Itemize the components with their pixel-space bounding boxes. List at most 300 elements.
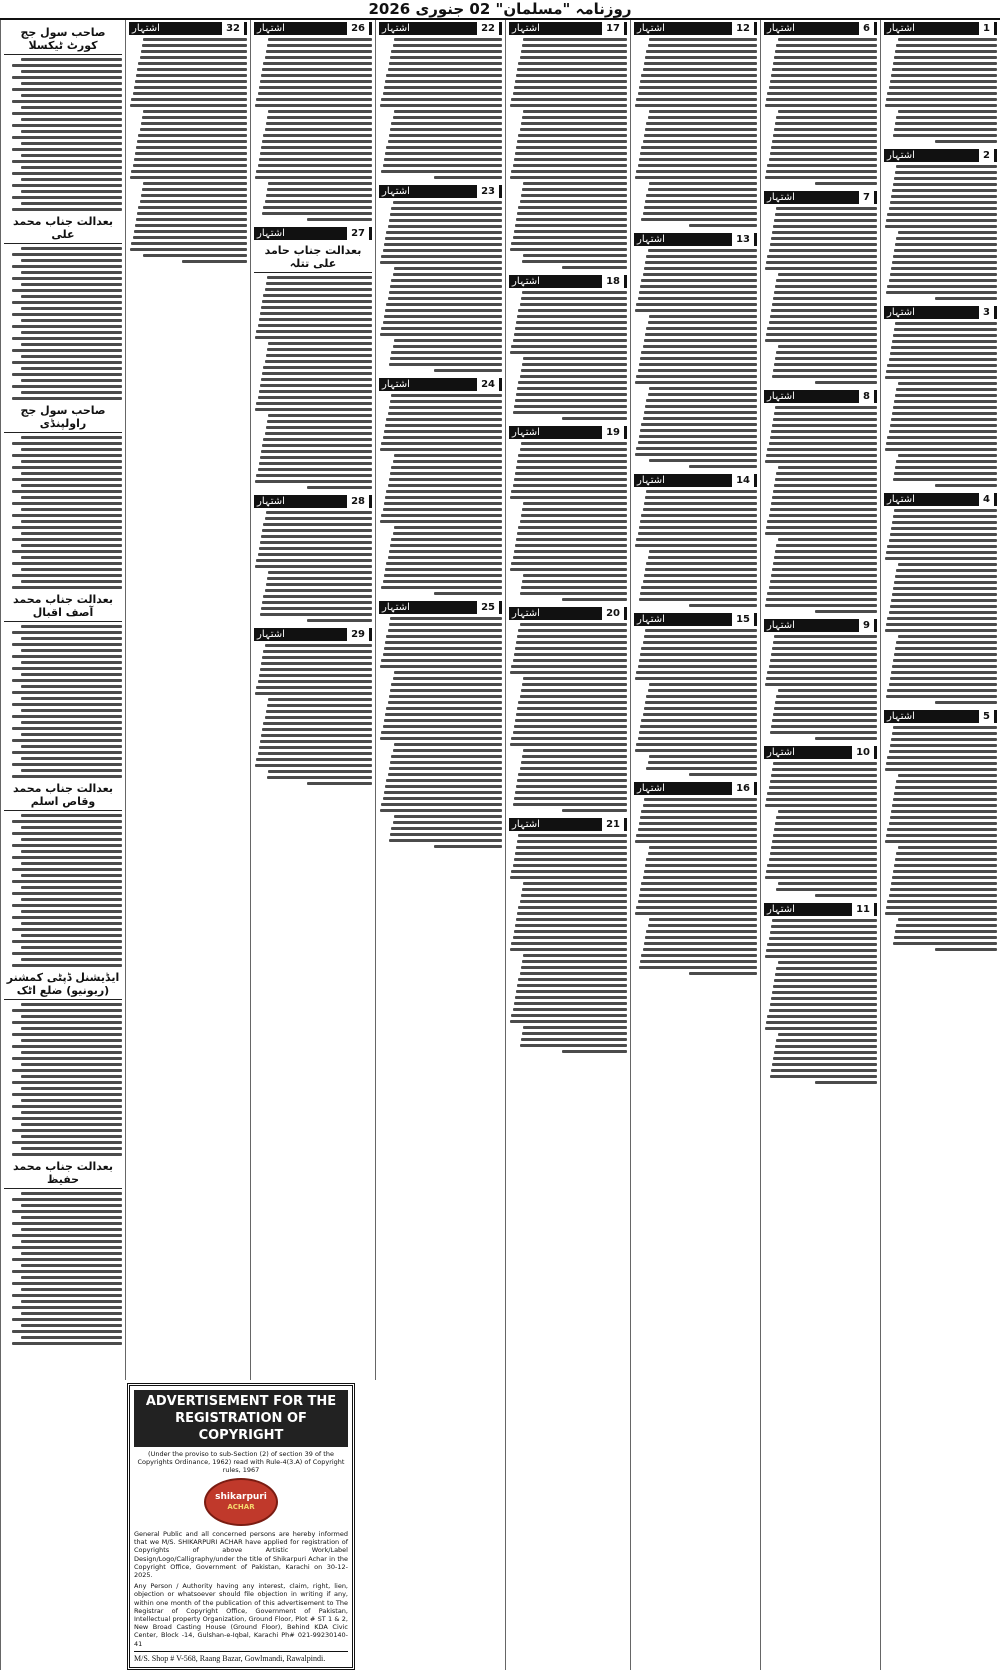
notice-item	[634, 233, 757, 468]
text-line	[268, 414, 372, 417]
text-line	[638, 164, 757, 167]
text-line	[894, 56, 997, 59]
text-line	[887, 756, 997, 759]
ad-body-1: General Public and all concerned persons are hereby informed that we M/S. SHIKARPURI ACHAR have applied for registration of Copyrights of above Artistic Work/Label Design/Logo/Calligraphy/under the title of Shikarpuri Achar in the Copyright Office, Government of Pakistan, Karachi on 30-12-2025.	[134, 1530, 348, 1580]
text-line	[268, 698, 372, 701]
text-line	[21, 1027, 122, 1030]
text-line	[256, 402, 372, 405]
text-line	[12, 643, 122, 646]
text-line	[765, 460, 877, 463]
text-line	[12, 313, 122, 316]
text-line	[12, 739, 122, 742]
text-line	[255, 176, 372, 179]
text-line	[639, 86, 757, 89]
text-line	[640, 653, 757, 656]
text-line	[266, 354, 372, 357]
text-line	[12, 550, 122, 553]
text-line	[513, 484, 627, 487]
text-line	[893, 406, 997, 409]
text-line	[898, 563, 997, 566]
text-line	[522, 888, 627, 891]
notice-label: اشتہار	[767, 904, 795, 915]
text-line	[517, 315, 627, 318]
notice-number: 32	[222, 22, 244, 35]
notice-item	[764, 746, 877, 897]
text-line	[562, 266, 627, 269]
text-line	[641, 218, 757, 221]
text-line	[12, 1210, 122, 1213]
text-line	[636, 170, 757, 173]
text-line	[649, 387, 757, 390]
text-line	[520, 448, 627, 451]
text-line	[641, 586, 757, 589]
text-line	[892, 876, 997, 879]
text-line	[263, 134, 372, 137]
notice-text	[509, 291, 627, 420]
text-line	[767, 943, 877, 946]
text-line	[21, 649, 122, 652]
text-line	[267, 577, 372, 580]
text-line	[261, 146, 372, 149]
text-line	[268, 571, 372, 574]
text-line	[511, 737, 627, 740]
text-line	[889, 430, 997, 433]
text-line	[21, 343, 122, 346]
text-line	[766, 949, 877, 952]
text-line	[773, 713, 877, 716]
text-line	[513, 1008, 627, 1011]
text-line	[773, 985, 877, 988]
text-line	[434, 845, 502, 848]
text-line	[887, 545, 997, 548]
text-line	[885, 912, 997, 915]
text-line	[648, 924, 757, 927]
text-line	[386, 635, 502, 638]
text-line	[513, 236, 627, 239]
notice-label: اشتہار	[512, 427, 540, 438]
text-line	[516, 74, 627, 77]
text-line	[640, 888, 757, 891]
text-line	[520, 695, 627, 698]
text-line	[381, 659, 502, 662]
text-line	[391, 351, 502, 354]
text-line	[771, 846, 877, 849]
text-line	[391, 122, 502, 125]
text-line	[389, 478, 502, 481]
text-line	[268, 770, 372, 773]
text-line	[774, 412, 877, 415]
text-line	[142, 116, 247, 119]
text-line	[21, 685, 122, 688]
text-line	[889, 611, 997, 614]
text-line	[21, 580, 122, 583]
text-line	[258, 396, 372, 399]
text-line	[896, 165, 997, 168]
column-c4	[505, 20, 630, 1670]
notice-text	[634, 629, 757, 776]
notice-number: 29	[347, 628, 369, 641]
text-line	[640, 429, 757, 432]
text-line	[389, 62, 502, 65]
text-line	[643, 508, 757, 511]
text-line	[262, 601, 372, 604]
text-line	[21, 934, 122, 937]
text-line	[386, 303, 502, 306]
text-line	[12, 679, 122, 682]
text-line	[381, 327, 502, 330]
text-line	[776, 44, 877, 47]
text-line	[393, 677, 502, 680]
notice-label: اشتہار	[637, 783, 665, 794]
text-line	[774, 363, 877, 366]
text-line	[894, 864, 997, 867]
text-line	[515, 80, 627, 83]
text-line	[258, 164, 372, 167]
text-line	[265, 716, 372, 719]
notice-label: اشتہار	[637, 614, 665, 625]
notice-text	[4, 814, 122, 967]
text-line	[898, 454, 997, 457]
text-line	[21, 295, 122, 298]
notice-number: 10	[852, 746, 874, 759]
text-line	[767, 520, 877, 523]
notice-text	[4, 247, 122, 400]
notice-header	[884, 306, 997, 319]
text-line	[775, 973, 877, 976]
text-line	[774, 219, 877, 222]
text-line	[689, 604, 757, 607]
text-line	[776, 695, 877, 698]
text-line	[141, 194, 247, 197]
text-line	[887, 689, 997, 692]
text-line	[639, 363, 757, 366]
text-line	[12, 952, 122, 955]
text-line	[520, 972, 627, 975]
text-line	[644, 62, 757, 65]
text-line	[893, 255, 997, 258]
text-line	[389, 767, 502, 770]
text-line	[770, 659, 877, 662]
notice-number: 16	[732, 782, 754, 795]
notice-text	[129, 38, 247, 263]
text-line	[890, 888, 997, 891]
text-line	[513, 731, 627, 734]
notice-label: اشتہار	[257, 496, 285, 507]
text-line	[391, 207, 502, 210]
text-line	[895, 50, 997, 53]
text-line	[774, 128, 877, 131]
text-line	[262, 656, 372, 659]
text-line	[394, 671, 502, 674]
text-line	[887, 828, 997, 831]
text-line	[772, 231, 877, 234]
text-line	[12, 526, 122, 529]
text-line	[261, 734, 372, 737]
text-line	[648, 393, 757, 396]
text-line	[260, 740, 372, 743]
text-line	[21, 946, 122, 949]
text-line	[689, 773, 757, 776]
text-line	[12, 751, 122, 754]
text-line	[896, 780, 997, 783]
text-line	[522, 291, 627, 294]
text-line	[21, 745, 122, 748]
notice-number: 7	[859, 191, 874, 204]
text-line	[517, 532, 627, 535]
notice-header	[884, 710, 997, 723]
text-line	[12, 562, 122, 565]
text-line	[766, 333, 877, 336]
text-line	[390, 400, 502, 403]
text-line	[770, 243, 877, 246]
text-line	[21, 1147, 122, 1150]
text-line	[767, 864, 877, 867]
text-line	[522, 580, 627, 583]
text-line	[894, 177, 997, 180]
notice-number: 23	[477, 185, 499, 198]
notice-header	[764, 746, 877, 759]
text-line	[769, 442, 877, 445]
text-line	[898, 110, 997, 113]
text-line	[771, 430, 877, 433]
text-line	[891, 346, 997, 349]
text-line	[515, 647, 627, 650]
text-line	[770, 731, 877, 734]
text-line	[885, 557, 997, 560]
text-line	[140, 56, 247, 59]
text-line	[21, 850, 122, 853]
text-line	[636, 98, 757, 101]
notice-label: اشتہار	[767, 620, 795, 631]
text-line	[513, 659, 627, 662]
text-line	[21, 82, 122, 85]
text-line	[12, 385, 122, 388]
text-line	[765, 176, 877, 179]
text-line	[765, 876, 877, 879]
text-line	[635, 381, 757, 384]
notice-label: اشتہار	[637, 475, 665, 486]
text-line	[516, 641, 627, 644]
text-line	[388, 556, 502, 559]
text-line	[892, 189, 997, 192]
text-line	[640, 592, 757, 595]
text-line	[894, 653, 997, 656]
text-line	[391, 50, 502, 53]
text-line	[775, 701, 877, 704]
ad-body-2: Any Person / Authority having any interest, claim, right, lien, objection or whatsoever should file objection in writing if any, within one month of the publication of this advertisement to The Registrar of Copyright Office, Government of Pakistan, Intellectual property Organization, Ground Floor, Plot # ST 1 & 2, New Broad Casting House (Ground Floor), Behind KDA Civic Center, Block -14, Gulshan-e-Iqbal, Karachi Ph# 021-99230140-41	[134, 1582, 348, 1648]
text-line	[263, 366, 372, 369]
text-line	[766, 98, 877, 101]
text-line	[643, 417, 757, 420]
notice-label: اشتہار	[637, 234, 665, 245]
text-line	[635, 912, 757, 915]
text-line	[890, 424, 997, 427]
text-line	[776, 116, 877, 119]
text-line	[516, 321, 627, 324]
text-line	[390, 689, 502, 692]
text-line	[641, 279, 757, 282]
text-line	[645, 405, 757, 408]
notice-number: 4	[979, 493, 994, 506]
text-line	[260, 384, 372, 387]
text-line	[643, 580, 757, 583]
text-line	[385, 641, 502, 644]
text-line	[517, 707, 627, 710]
text-line	[648, 556, 757, 559]
text-line	[770, 315, 877, 318]
text-line	[394, 526, 502, 529]
text-line	[635, 453, 757, 456]
text-line	[142, 44, 247, 47]
text-line	[892, 340, 997, 343]
text-line	[381, 170, 502, 173]
text-line	[523, 254, 627, 257]
text-line	[21, 1276, 122, 1279]
text-line	[523, 749, 627, 752]
text-line	[256, 170, 372, 173]
text-line	[773, 834, 877, 837]
text-line	[513, 92, 627, 95]
text-line	[21, 1228, 122, 1231]
text-line	[385, 152, 502, 155]
text-line	[515, 472, 627, 475]
text-line	[935, 297, 997, 300]
text-line	[635, 309, 757, 312]
text-line	[895, 647, 997, 650]
text-line	[12, 868, 122, 871]
text-line	[12, 820, 122, 823]
text-line	[894, 400, 997, 403]
text-line	[775, 1045, 877, 1048]
text-line	[393, 201, 502, 204]
text-line	[898, 635, 997, 638]
text-line	[255, 104, 372, 107]
text-line	[391, 538, 502, 541]
notice-item	[379, 22, 502, 179]
text-line	[21, 142, 122, 145]
text-line	[639, 158, 757, 161]
notice-text	[764, 919, 877, 1084]
text-line	[137, 140, 247, 143]
text-line	[258, 553, 372, 556]
column-c2	[760, 20, 880, 1670]
text-line	[12, 124, 122, 127]
text-line	[893, 659, 997, 662]
text-line	[891, 810, 997, 813]
text-line	[21, 1003, 122, 1006]
text-line	[689, 224, 757, 227]
text-line	[137, 68, 247, 71]
text-line	[644, 267, 757, 270]
text-line	[517, 984, 627, 987]
text-line	[889, 539, 997, 542]
notice-item	[884, 149, 997, 300]
text-line	[381, 586, 502, 589]
text-line	[765, 804, 877, 807]
text-line	[641, 74, 757, 77]
text-line	[775, 213, 877, 216]
text-line	[511, 170, 627, 173]
text-line	[12, 1141, 122, 1144]
text-line	[648, 116, 757, 119]
text-line	[889, 358, 997, 361]
text-line	[886, 762, 997, 765]
text-line	[640, 80, 757, 83]
text-line	[393, 749, 502, 752]
text-line	[390, 472, 502, 475]
text-line	[636, 538, 757, 541]
text-line	[12, 1069, 122, 1072]
text-line	[380, 809, 502, 812]
text-line	[391, 683, 502, 686]
text-line	[767, 671, 877, 674]
text-line	[815, 182, 877, 185]
text-line	[12, 1021, 122, 1024]
text-line	[307, 218, 372, 221]
text-line	[766, 1021, 877, 1024]
text-line	[774, 1051, 877, 1054]
text-line	[12, 1081, 122, 1084]
text-line	[515, 399, 627, 402]
text-line	[886, 834, 997, 837]
text-line	[21, 94, 122, 97]
text-line	[644, 798, 757, 801]
text-line	[641, 954, 757, 957]
text-line	[263, 523, 372, 526]
text-line	[510, 104, 627, 107]
text-line	[523, 110, 627, 113]
text-line	[21, 130, 122, 133]
text-line	[383, 164, 502, 167]
text-line	[21, 520, 122, 523]
text-line	[776, 816, 877, 819]
text-line	[21, 1087, 122, 1090]
text-line	[769, 321, 877, 324]
text-line	[771, 925, 877, 928]
notice-label: اشتہار	[257, 228, 285, 239]
text-line	[266, 511, 372, 514]
notice-number: 13	[732, 233, 754, 246]
column-c5	[375, 20, 505, 1380]
text-line	[770, 152, 877, 155]
text-line	[21, 1216, 122, 1219]
text-line	[886, 906, 997, 909]
text-line	[643, 713, 757, 716]
text-line	[776, 472, 877, 475]
text-line	[778, 689, 877, 692]
text-line	[896, 852, 997, 855]
text-line	[767, 448, 877, 451]
text-line	[640, 285, 757, 288]
text-line	[520, 1044, 627, 1047]
text-line	[21, 436, 122, 439]
text-line	[381, 731, 502, 734]
text-line	[12, 100, 122, 103]
text-line	[522, 960, 627, 963]
notice-text	[509, 38, 627, 269]
text-line	[516, 393, 627, 396]
text-line	[256, 474, 372, 477]
text-line	[386, 562, 502, 565]
text-line	[891, 738, 997, 741]
text-line	[263, 294, 372, 297]
text-line	[510, 248, 627, 251]
text-line	[648, 249, 757, 252]
text-line	[640, 725, 757, 728]
notice-item	[379, 185, 502, 372]
notice-header	[254, 628, 372, 641]
text-line	[263, 206, 372, 209]
